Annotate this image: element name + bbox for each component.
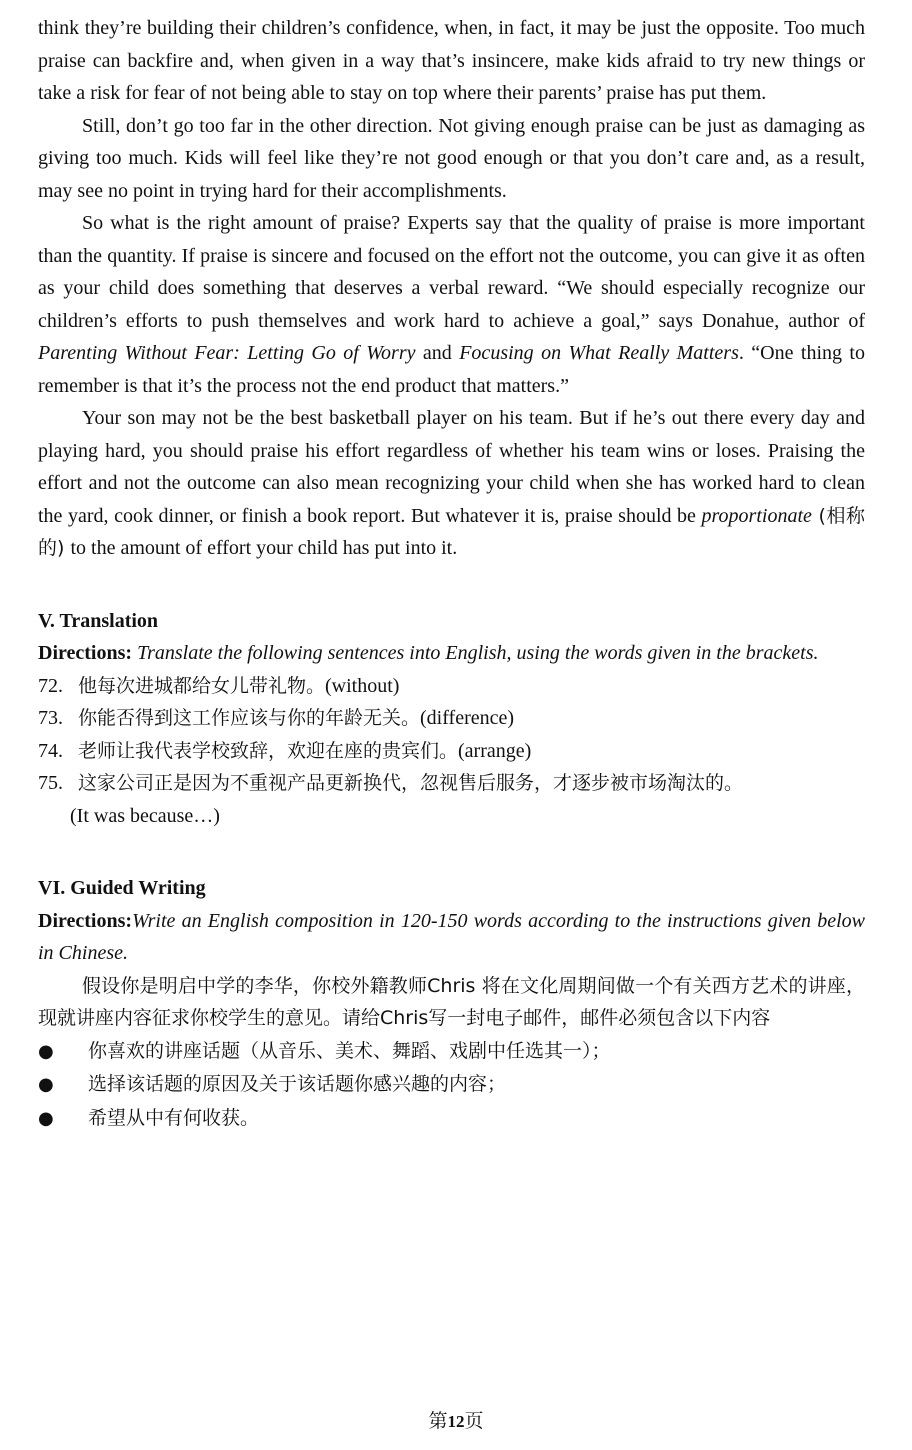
writing-directions-text: Write an English composition in 120-150 words according to the instructions given below in Chinese. — [38, 909, 865, 964]
translation-directions-text: Translate the following sentences into English, using the words given in the brackets. — [132, 642, 819, 664]
translation-item-74 — [38, 735, 865, 768]
writing-directions — [38, 905, 865, 970]
item-hint: (arrange) — [458, 739, 532, 762]
passage-paragraph-2: Still, don’t go too far in the other direction. Not giving enough praise can be just as damaging as giving too much. Kids will feel like they’re not good enough or that you don’t care and, as a result, may see no point in trying hard for their accomplishments. — [38, 114, 865, 202]
translation-section — [38, 605, 865, 833]
writing-bullet — [38, 1102, 865, 1136]
item-chinese: 这家公司正是因为不重视产品更新换代，忽视售后服务，才逐步被市场淘汰的。 — [78, 772, 744, 794]
item-chinese: 老师让我代表学校致辞，欢迎在座的贵宾们。 — [78, 739, 459, 762]
passage-paragraph-4 — [38, 402, 865, 565]
item-chinese: 他每次进城都给女儿带礼物。 — [78, 674, 326, 697]
page-number: 12 — [447, 1412, 465, 1431]
item-number: 72. — [38, 674, 63, 697]
translation-item-73 — [38, 702, 865, 735]
writing-prompt: 假设你是明启中学的李华，你校外籍教师Chris 将在文化周期间做一个有关西方艺术的讲座，现就讲座内容征求你校学生的意见。请给Chris写一封电子邮件，邮件必须包含以下内容 — [38, 974, 865, 1029]
writing-directions-label: Directions: — [38, 909, 133, 932]
paragraph-4-text-a: Your son may not be the best basketball player on his team. But if he’s out there every day and playing hard, you should praise his effort regardless of whether his team wins or loses. Praising the effort and not the outcome can also mean recognizing your child when she has worked hard to clean the yard, cook dinner, or finish a book report. But whatever it is, praise should be — [38, 407, 865, 527]
vocab-gloss: (相称的) — [38, 504, 865, 559]
bullet-icon: ● — [38, 1107, 54, 1129]
translation-directions-label: Directions: — [38, 642, 133, 664]
translation-directions — [38, 637, 865, 670]
paragraph-3-text-a: So what is the right amount of praise? Experts say that the quality of praise is more important than the quantity. If praise is sincere and focused on the effort not the outcome, you can give it as often as your child does something that deserves a verbal reward. “We should especially recognize our children’s efforts to push themselves and work hard to achieve a goal,” says Donahue, author of — [38, 212, 865, 332]
bullet-text: 你喜欢的讲座话题（从音乐、美术、舞蹈、戏剧中任选其一）； — [88, 1039, 611, 1062]
bullet-icon: ● — [38, 1040, 54, 1062]
book-title-1: Parenting Without Fear: Letting Go of Worry — [38, 342, 416, 364]
bullet-icon: ● — [38, 1074, 54, 1095]
document-page — [38, 12, 865, 1135]
bullet-text: 希望从中有何收获。 — [88, 1106, 260, 1129]
paragraph-4-text-b: to the amount of effort your child has put into it. — [70, 537, 458, 559]
paragraph-3-and: and — [415, 342, 460, 364]
guided-writing-section — [38, 872, 865, 1135]
item-hint: (without) — [325, 674, 400, 697]
paragraph-3-text-b: . “One thing to remember is that it’s the process not the end product that matters.” — [38, 342, 865, 397]
item-number: 74. — [38, 739, 63, 762]
translation-item-72 — [38, 670, 865, 703]
item-number: 73. — [38, 707, 63, 729]
passage-paragraph-1: think they’re building their children’s confidence, when, in fact, it may be just the opposite. Too much praise can backfire and, when given in a way that’s insincere, make kids afraid to try new things or take a risk for fear of not being able to stay on top where their parents’ praise has put them. — [38, 17, 865, 104]
item-hint: (It was because…) — [70, 804, 220, 827]
writing-bullet — [38, 1068, 865, 1102]
footer-suffix: 页 — [464, 1410, 484, 1432]
writing-bullet — [38, 1035, 865, 1069]
writing-title: VI. Guided Writing — [38, 877, 206, 899]
book-title-2: Focusing on What Really Matters — [459, 342, 739, 364]
bullet-text: 选择该话题的原因及关于该话题你感兴趣的内容； — [88, 1073, 507, 1095]
item-chinese: 你能否得到这工作应该与你的年龄无关。 — [78, 707, 421, 729]
page-footer — [0, 1406, 912, 1433]
item-hint: (difference) — [420, 707, 515, 729]
translation-item-75 — [38, 767, 865, 800]
footer-prefix: 第 — [428, 1410, 448, 1432]
vocab-word: proportionate — [701, 504, 812, 527]
item-number: 75. — [38, 772, 63, 794]
passage-paragraph-3 — [38, 207, 865, 402]
translation-title: V. Translation — [38, 609, 159, 632]
